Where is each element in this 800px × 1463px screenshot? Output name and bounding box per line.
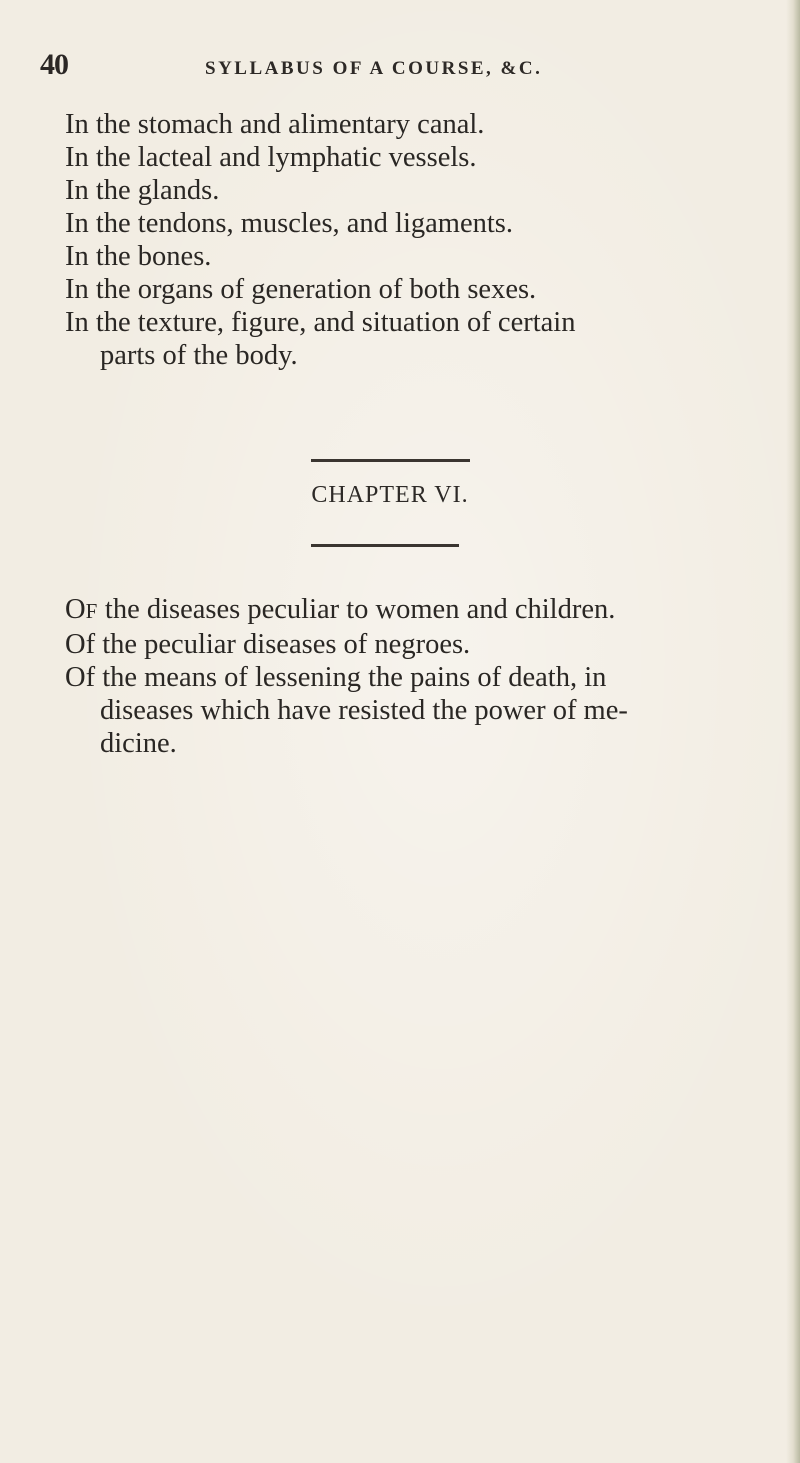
drop-initial: O <box>65 594 86 625</box>
list-item-continuation: parts of the body. <box>100 340 298 371</box>
list-before-chapter <box>65 108 705 372</box>
list-item: In the bones. <box>65 241 212 272</box>
list-item: In the texture, figure, and situation of certain <box>65 307 576 338</box>
chapter-rule-bottom <box>311 544 459 547</box>
list-item: In the lacteal and lymphatic vessels. <box>65 142 477 173</box>
running-head: SYLLABUS OF A COURSE, &C. <box>205 58 543 79</box>
small-caps-letters: F <box>85 599 98 623</box>
list-item: Of the peculiar diseases of negroes. <box>65 629 471 660</box>
list-item: In the glands. <box>65 175 220 206</box>
chapter-rule-top <box>311 459 470 462</box>
page-edge-shadow <box>786 0 800 1463</box>
page-header <box>40 48 580 88</box>
list-item: In the organs of generation of both sexes. <box>65 274 537 305</box>
list-item: In the tendons, muscles, and ligaments. <box>65 208 513 239</box>
list-item-continuation: diseases which have resisted the power of me- <box>100 695 628 726</box>
chapter-heading: CHAPTER VI. <box>311 482 469 508</box>
list-after-chapter <box>65 593 705 760</box>
list-item-text: the diseases peculiar to women and children. <box>97 594 616 625</box>
list-item-continuation: dicine. <box>100 728 177 759</box>
page-number: 40 <box>40 48 68 81</box>
list-item: In the stomach and alimentary canal. <box>65 109 485 140</box>
list-item <box>65 593 705 628</box>
list-item: Of the means of lessening the pains of death, in <box>65 662 607 693</box>
